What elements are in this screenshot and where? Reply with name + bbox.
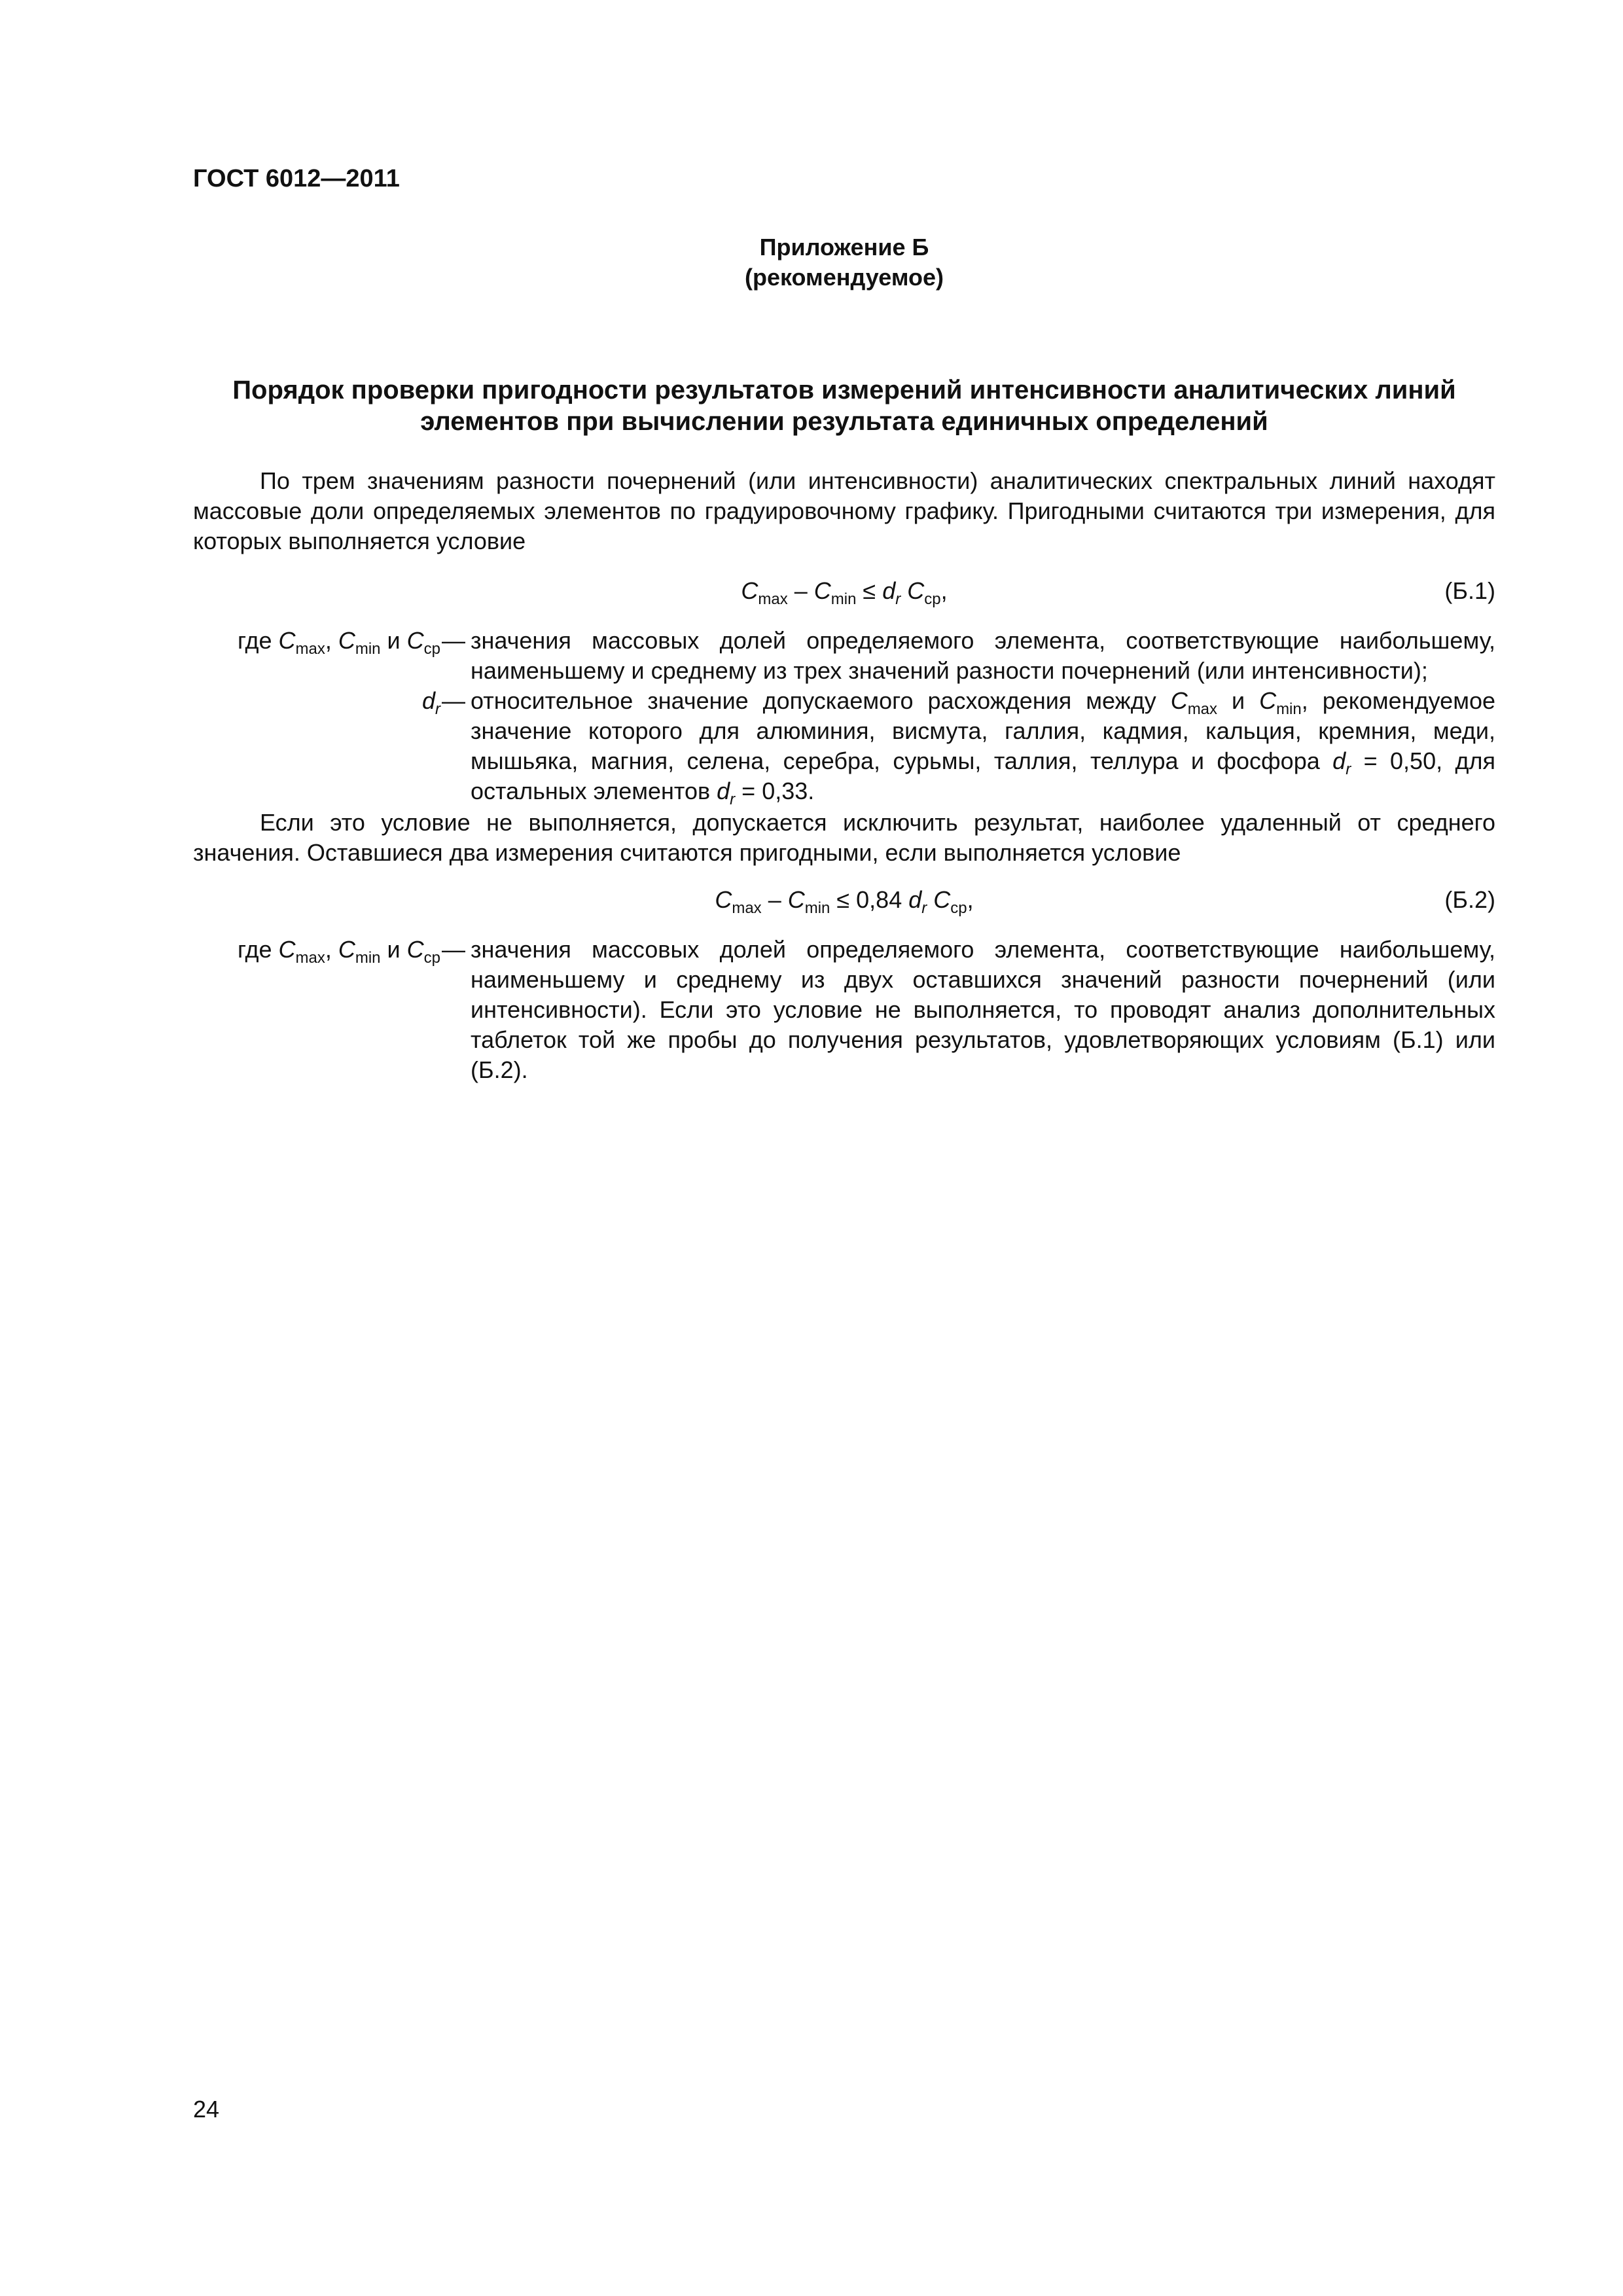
formula-b1-number: (Б.1) xyxy=(1444,577,1495,604)
definition-term-c-values-2: где $C_{max}$, $C_{min}$ и $C_{ср}$ xyxy=(237,936,440,967)
appendix-heading xyxy=(193,232,1495,293)
formula-b1-expression: $C_{max} - C_{min} \le d_r$ $C_{ср}$, xyxy=(741,577,948,608)
definition-text-c-values-2: значения массовых долей определяемого элемента, соответствующие наибольшему, наименьшему и среднему из двух оставшихся значений разности почернений (или интенсивности). Если это условие не выполняется, то проводят анализ дополнительных таблеток той же пробы до получения результатов, удовлетворяющих условиям (Б.1) или (Б.2). xyxy=(471,936,1495,1083)
definition-term-dr: $d_r$ xyxy=(421,687,440,718)
definition-dr xyxy=(193,686,1495,806)
formula-b1 xyxy=(193,576,1495,606)
paragraph-intro-text: По трем значениям разности почернений (или интенсивности) аналитических спектральных линий находят массовые доли определяемых элементов по градуировочному графику. Пригодными считаются три измерения, для которых выполняется условие xyxy=(193,467,1495,554)
paragraph-intro xyxy=(193,466,1495,556)
appendix-label: Приложение Б xyxy=(759,234,929,260)
paragraph-exclusion xyxy=(193,808,1495,868)
section-title-line-2: элементов при вычислении результата единичных определений xyxy=(420,407,1268,436)
section-title-line-1: Порядок проверки пригодности результатов измерений интенсивности аналитических линий xyxy=(232,376,1456,404)
formula-b2-expression: $C_{max} - C_{min} \le 0,84$ $d_r$ $C_{ср}$, xyxy=(715,886,974,917)
definition-dash: — xyxy=(442,936,465,963)
definition-c-values-2 xyxy=(193,935,1495,1085)
definition-c-values xyxy=(193,626,1495,686)
definition-term-c-values: где $C_{max}$, $C_{min}$ и $C_{ср}$ xyxy=(237,627,440,658)
definition-dash: — xyxy=(442,627,465,654)
definition-text-c-values: значения массовых долей определяемого элемента, соответствующие наибольшему, наименьшему и среднему из трех значений разности почернений (или интенсивности); xyxy=(471,627,1495,684)
paragraph-exclusion-text: Если это условие не выполняется, допускается исключить результат, наиболее удаленный от среднего значения. Оставшиеся два измерения считаются пригодными, если выполняется условие xyxy=(193,809,1495,866)
definitions-b1 xyxy=(193,626,1495,806)
definition-dash: — xyxy=(442,687,465,714)
definitions-b2 xyxy=(193,935,1495,1085)
section-title xyxy=(193,374,1495,437)
page-number: 24 xyxy=(193,2096,220,2123)
formula-b2-number: (Б.2) xyxy=(1444,886,1495,913)
formula-b2 xyxy=(193,885,1495,915)
appendix-status: (рекомендуемое) xyxy=(745,264,944,291)
definition-text-dr: относительное значение допускаемого расхождения между $C_{max}$ и $C_{min}$, рекомендуемое значение которого для алюминия, висмута, галлия, кадмия, кальция, кремния, меди, мышьяка, магния, селена, серебра, сурьмы, таллия, теллура и фосфора $d_r = 0,50$, для остальных элементов $d_r = 0,33$. xyxy=(471,687,1495,808)
standard-code: ГОСТ 6012—2011 xyxy=(193,165,400,192)
